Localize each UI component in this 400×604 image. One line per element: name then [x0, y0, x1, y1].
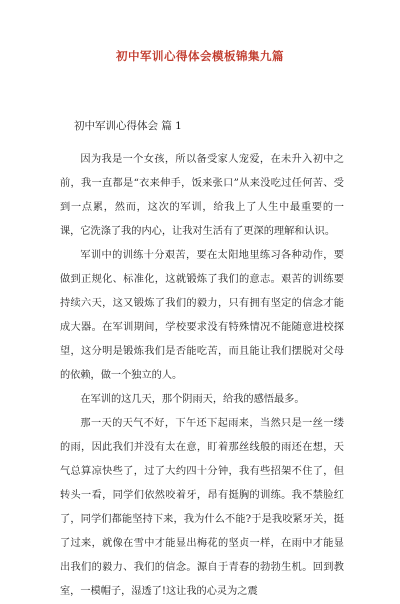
- document-title: 初中军训心得体会模板锦集九篇: [116, 49, 284, 63]
- paragraph-3: 在军训的这几天，那个阴雨天，给我的感悟最多。: [80, 394, 305, 405]
- section-heading: 初中军训心得体会 篇 1: [74, 120, 182, 132]
- document-body: [60, 148, 344, 604]
- paragraph-2: 军训中的训练十分艰苦，要在太阳地里练习各种动作，要做到正规化、标准化，这就锻炼了我们的意志。艰苦的训练要持续六天，这又锻炼了我们的毅力，只有拥有坚定的信念才能成大器。在军训期间，学校要求没有特殊情况不能随意进校探望，这分明是锻炼我们是否能吃苦，而且能让我们摆脱对父母的依赖，做一个独立的人。: [60, 250, 344, 381]
- paragraph-4: 那一天的天气不好，下午还下起雨来，当然只是一丝一缕的雨，因此我们并没有太在意，盯着那丝线般的雨还在想，天气总算凉快些了，过了大约四十分钟，我有些招架不住了，但转头一看，同学们依然咬着牙，昂有挺胸的训练。我不禁脸红了，同学们都能坚持下来，我为什么不能?于是我咬紧牙关，挺了过来，就像在雪中才能显出梅花的坚贞一样，在雨中才能显出我们的毅力、我们的信念。源自于青春的勃勃生机。回到教室，一模帽子，湿透了!这让我的心灵为之震: [60, 418, 344, 597]
- paragraph-1: 因为我是一个女孩，所以备受家人宠爱，在未升入初中之前，我一直都是“衣来伸手，饭来张口”从来没吃过任何苦、受到一点累，然而，这次的军训，给我上了人生中最重要的一课，它洗涤了我的内心，让我对生活有了更深的理解和认识。: [60, 154, 344, 237]
